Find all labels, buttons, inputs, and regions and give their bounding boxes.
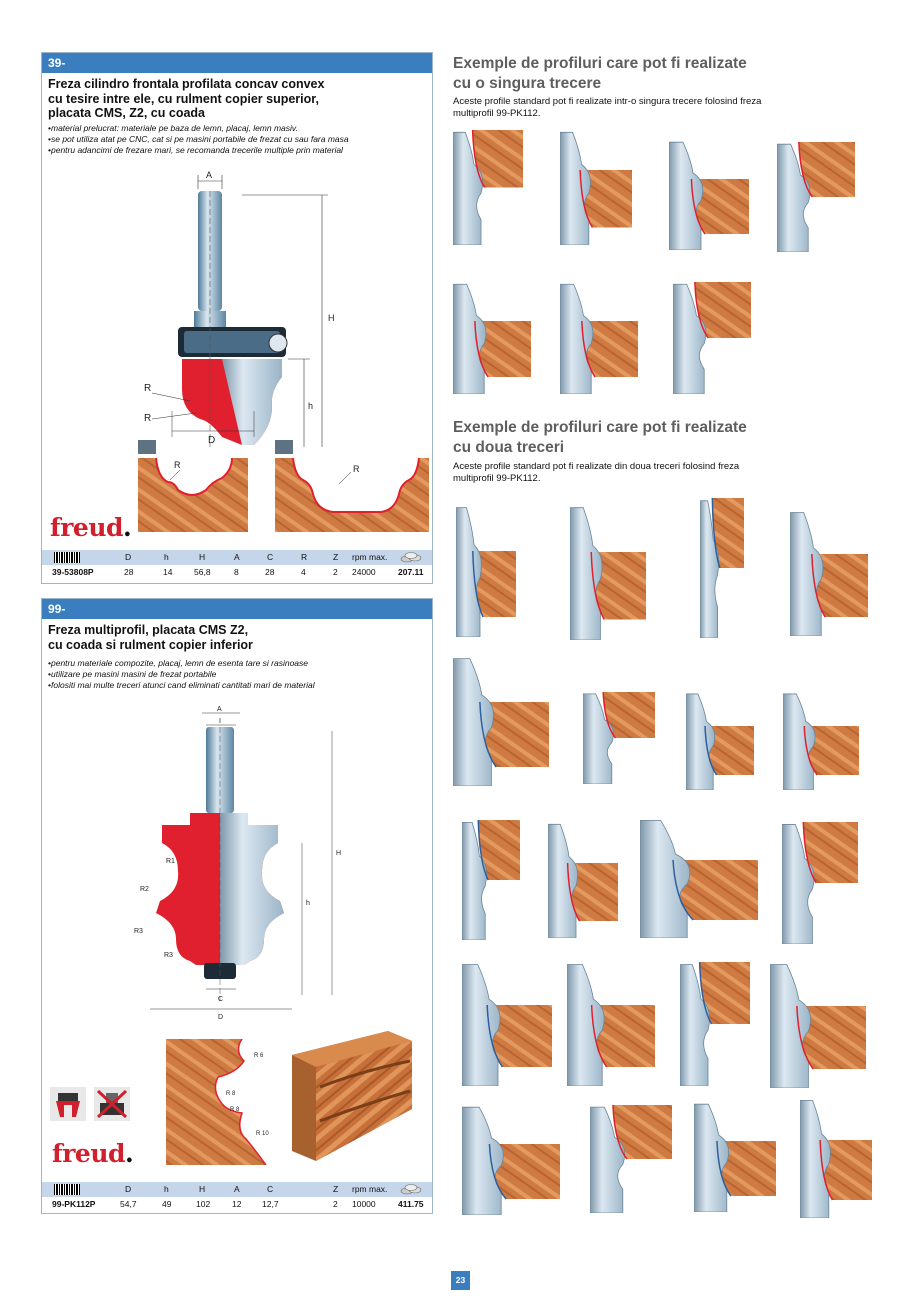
profile-thumbnail xyxy=(453,282,531,394)
profile-thumbnail xyxy=(560,130,632,245)
profile-thumbnail xyxy=(462,962,552,1086)
svg-text:R: R xyxy=(353,464,360,474)
steel-profile xyxy=(560,284,593,394)
steel-profile xyxy=(570,508,602,640)
profile-thumbnail xyxy=(453,656,549,786)
profile-thumbnail xyxy=(453,130,523,245)
profile-thumbnail xyxy=(783,692,859,790)
steel-profile xyxy=(669,142,703,250)
svg-text:R 10: R 10 xyxy=(256,1131,269,1137)
profile-thumbnail xyxy=(790,510,868,636)
steel-profile xyxy=(640,820,690,938)
steel-profile xyxy=(783,694,815,790)
barcode-icon xyxy=(54,552,80,563)
profile-thumbnail xyxy=(700,498,744,638)
profile-thumbnail xyxy=(462,820,520,940)
dim-A-label: A xyxy=(206,171,213,180)
profile-thumbnail xyxy=(680,962,750,1086)
bullet-item: • material prelucrat: materiale pe baza de lemn, placaj, lemn masiv. xyxy=(48,123,426,134)
profile-thumbnail xyxy=(583,692,655,784)
steel-profile xyxy=(686,694,715,790)
profile-thumbnail xyxy=(673,282,751,394)
bullet-item: • se pot utiliza atat pe CNC, cat si pe masini portabile de frezat cu sau fara masa xyxy=(48,134,426,145)
steel-profile xyxy=(453,284,486,394)
wood-profile-39-left xyxy=(134,440,270,532)
steel-profile xyxy=(790,513,823,636)
steel-profile xyxy=(456,508,481,637)
svg-text:D: D xyxy=(218,1014,224,1021)
dim-h-label: h xyxy=(308,401,314,411)
portable-router-icon xyxy=(50,1087,86,1121)
product-99-code-header: 99- xyxy=(42,599,432,619)
moulding-3d-photo xyxy=(292,1031,418,1161)
svg-text:I: I xyxy=(219,718,221,725)
cutter-99-drawing xyxy=(132,705,352,1021)
svg-text:R3: R3 xyxy=(164,952,173,959)
freud-logo: freud. xyxy=(50,513,132,542)
price-coins-icon xyxy=(400,552,422,563)
profile-thumbnail xyxy=(694,1102,776,1212)
cutter-39-dims-low xyxy=(132,379,312,449)
bullet-item: • utilizare pe masini masini de frezat portabile xyxy=(48,669,426,680)
steel-profile xyxy=(567,964,604,1086)
product-39-title: Freza cilindro frontala profilata concav convex cu tesire intre ele, cu rulment copier superior, placata CMS, Z2, cu coada xyxy=(48,77,325,120)
profile-thumbnail xyxy=(800,1098,872,1218)
svg-text:H: H xyxy=(336,850,342,857)
spec-header-row: D h H A C R Z rpm max. xyxy=(42,550,432,565)
steel-profile xyxy=(694,1104,729,1212)
profile-thumbnail xyxy=(590,1105,672,1213)
profile-thumbnail xyxy=(560,282,638,394)
bullet-item: • pentru materiale compozite, placaj, lemn de esenta tare si rasinoase xyxy=(48,658,426,669)
no-table-router-icon xyxy=(94,1087,130,1121)
spec-value-row: 99-PK112P 54,7 49 102 12 12,7 2 10000 411.75 xyxy=(52,1199,424,1209)
profile-thumbnail xyxy=(686,692,754,790)
section2-title: Exemple de profiluri care pot fi realizate cu doua treceri xyxy=(453,419,747,456)
section2-text: Aceste profile standard pot fi realizate din doua treceri folosind freza multiprofil 99-PK112. xyxy=(453,461,740,484)
profile-thumbnail xyxy=(669,140,749,250)
svg-text:R 8: R 8 xyxy=(230,1107,240,1113)
price-coins-icon xyxy=(400,1184,422,1195)
product-99-panel xyxy=(41,598,433,1214)
steel-profile xyxy=(548,824,578,938)
barcode-icon xyxy=(54,1184,80,1195)
section1-text: Aceste profile standard pot fi realizate intr-o singura trecere folosind freza multiprofil 99-PK112. xyxy=(453,96,762,119)
steel-profile xyxy=(453,659,494,786)
svg-text:h: h xyxy=(306,900,310,907)
product-39-code-header: 39- xyxy=(42,53,432,73)
product-99-bullets xyxy=(42,654,432,692)
freud-logo: freud. xyxy=(52,1139,134,1168)
svg-text:R3: R3 xyxy=(134,928,143,935)
product-39-bullets xyxy=(42,123,432,157)
steel-profile xyxy=(770,965,811,1088)
spec-table-39 xyxy=(42,550,432,579)
spec-table-99 xyxy=(42,1182,432,1211)
spec-value-row: 39-53808P 28 14 56,8 8 28 4 2 24000 207.11 xyxy=(52,567,424,577)
steel-profile xyxy=(462,964,500,1086)
svg-text:R 6: R 6 xyxy=(254,1053,264,1059)
profile-thumbnail xyxy=(462,1105,560,1215)
spec-header-row: D h H A C Z rpm max. xyxy=(42,1182,432,1197)
dim-D-label: D xyxy=(208,435,216,446)
product-99-title: Freza multiprofil, placata CMS Z2, cu coada si rulment copier inferior xyxy=(48,623,253,652)
svg-text:R 8: R 8 xyxy=(226,1091,236,1097)
svg-text:R: R xyxy=(174,460,181,470)
profile-thumbnail xyxy=(548,822,618,938)
svg-text:A: A xyxy=(217,706,222,713)
product-39-panel xyxy=(41,52,433,584)
bullet-item: • folositi mai multe treceri atunci cand eliminati cantitati mari de material xyxy=(48,680,426,691)
profile-thumbnail xyxy=(782,822,858,944)
steel-profile xyxy=(560,132,590,245)
profile-thumbnail xyxy=(640,818,758,938)
page-number: 23 xyxy=(451,1271,470,1290)
svg-text:R2: R2 xyxy=(140,886,149,893)
wood-profile-99 xyxy=(166,1039,276,1165)
wood-profile-39-right xyxy=(273,440,433,532)
profile-thumbnail xyxy=(456,505,516,637)
profile-thumbnail xyxy=(567,962,655,1086)
section1-title: Exemple de profiluri care pot fi realizate cu o singura trecere xyxy=(453,55,747,92)
profile-thumbnail xyxy=(770,962,866,1088)
steel-profile xyxy=(800,1100,830,1218)
dim-R1-label: R xyxy=(144,383,152,394)
bullet-item: • pentru adancimi de frezare mari, se recomanda trecerile multiple prin material xyxy=(48,145,426,156)
profile-thumbnail xyxy=(570,505,646,640)
profile-thumbnail xyxy=(777,142,855,252)
dim-R2-label: R xyxy=(144,413,152,424)
steel-profile xyxy=(462,1107,503,1215)
svg-text:R1: R1 xyxy=(166,858,175,865)
dim-H-label: H xyxy=(328,313,335,323)
svg-text:C: C xyxy=(218,996,224,1003)
